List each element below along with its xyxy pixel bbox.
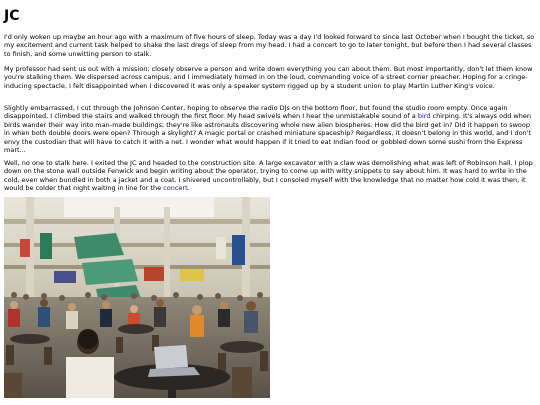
paragraph-4: [4, 159, 536, 193]
post-title: JC: [4, 8, 20, 24]
johnson-center-photo: [4, 197, 270, 398]
paragraph-3: [4, 104, 536, 154]
paragraph-3-text-end: chirping. It's always odd when birds wander their way into man-made buildings; they're like astronauts discovering whole new alien biospheres. How did the bird get in? Did it happen to swoop in when both double doors were open? Through a skylight? A magic portal or crashed miniature spaceship? Regardless, it doesn't belong in this world, and I don't envy the custodian that will have to catch it with a net. I wonder what would happen if it tried to eat Indian food or gobbled down some sushi from the Express mart...: [4, 112, 531, 155]
concert-link[interactable]: concert: [163, 184, 188, 193]
paragraph-4-text-end: .: [187, 184, 190, 193]
paragraph-3-text-start: Slightly embarrassed, I cut through the Johnson Center, hoping to observe the radio DJs on the bottom floor, but found the studio room empty. Once again disappointed, I climbed the stairs and walked through the first floor. My head swivels when I hear the unmistakable sound of a: [4, 104, 508, 121]
paragraph-2: My professor had sent us out with a mission; closely observe a person and write down everything you can about them. But most importantly, don't let them know you're stalking them. We dispersed across campus, and I immediately homed in on the loud, commanding voice of a street corner preacher. Hoping for a cringe-inducing spectacle, I felt disappointed when I discovered it was only a speaker system rigged up by a student union to play Martin Luther King's voice.: [4, 65, 533, 90]
bird-link[interactable]: bird: [417, 112, 431, 121]
paragraph-1: I'd only woken up maybe an hour ago with a maximum of five hours of sleep. Today was a day I'd looked forward to since last October when I bought the ticket, so my excitement and current task helped to shake the last dregs of sleep from my head. I had a concert to go to later tonight, but before then I had several classes to finish, and some unwitting person to stalk.: [4, 33, 535, 58]
paragraph-4-text-start: Well, no one to stalk here. I exited the JC and headed to the construction site. A large excavator with a claw was demolishing what was left of Robinson hall. I plop down on the stone wall outside Fenwick and begin writing about the operator, trying to come up with witty snippets to say about him. It was hard to write in the cold, even when bundled in both a jacket and a coat. I shivered uncontrollably, but I consoled myself with the knowledge that no matter how cold it was then, it would be colder that night waiting in line for the: [4, 159, 533, 193]
